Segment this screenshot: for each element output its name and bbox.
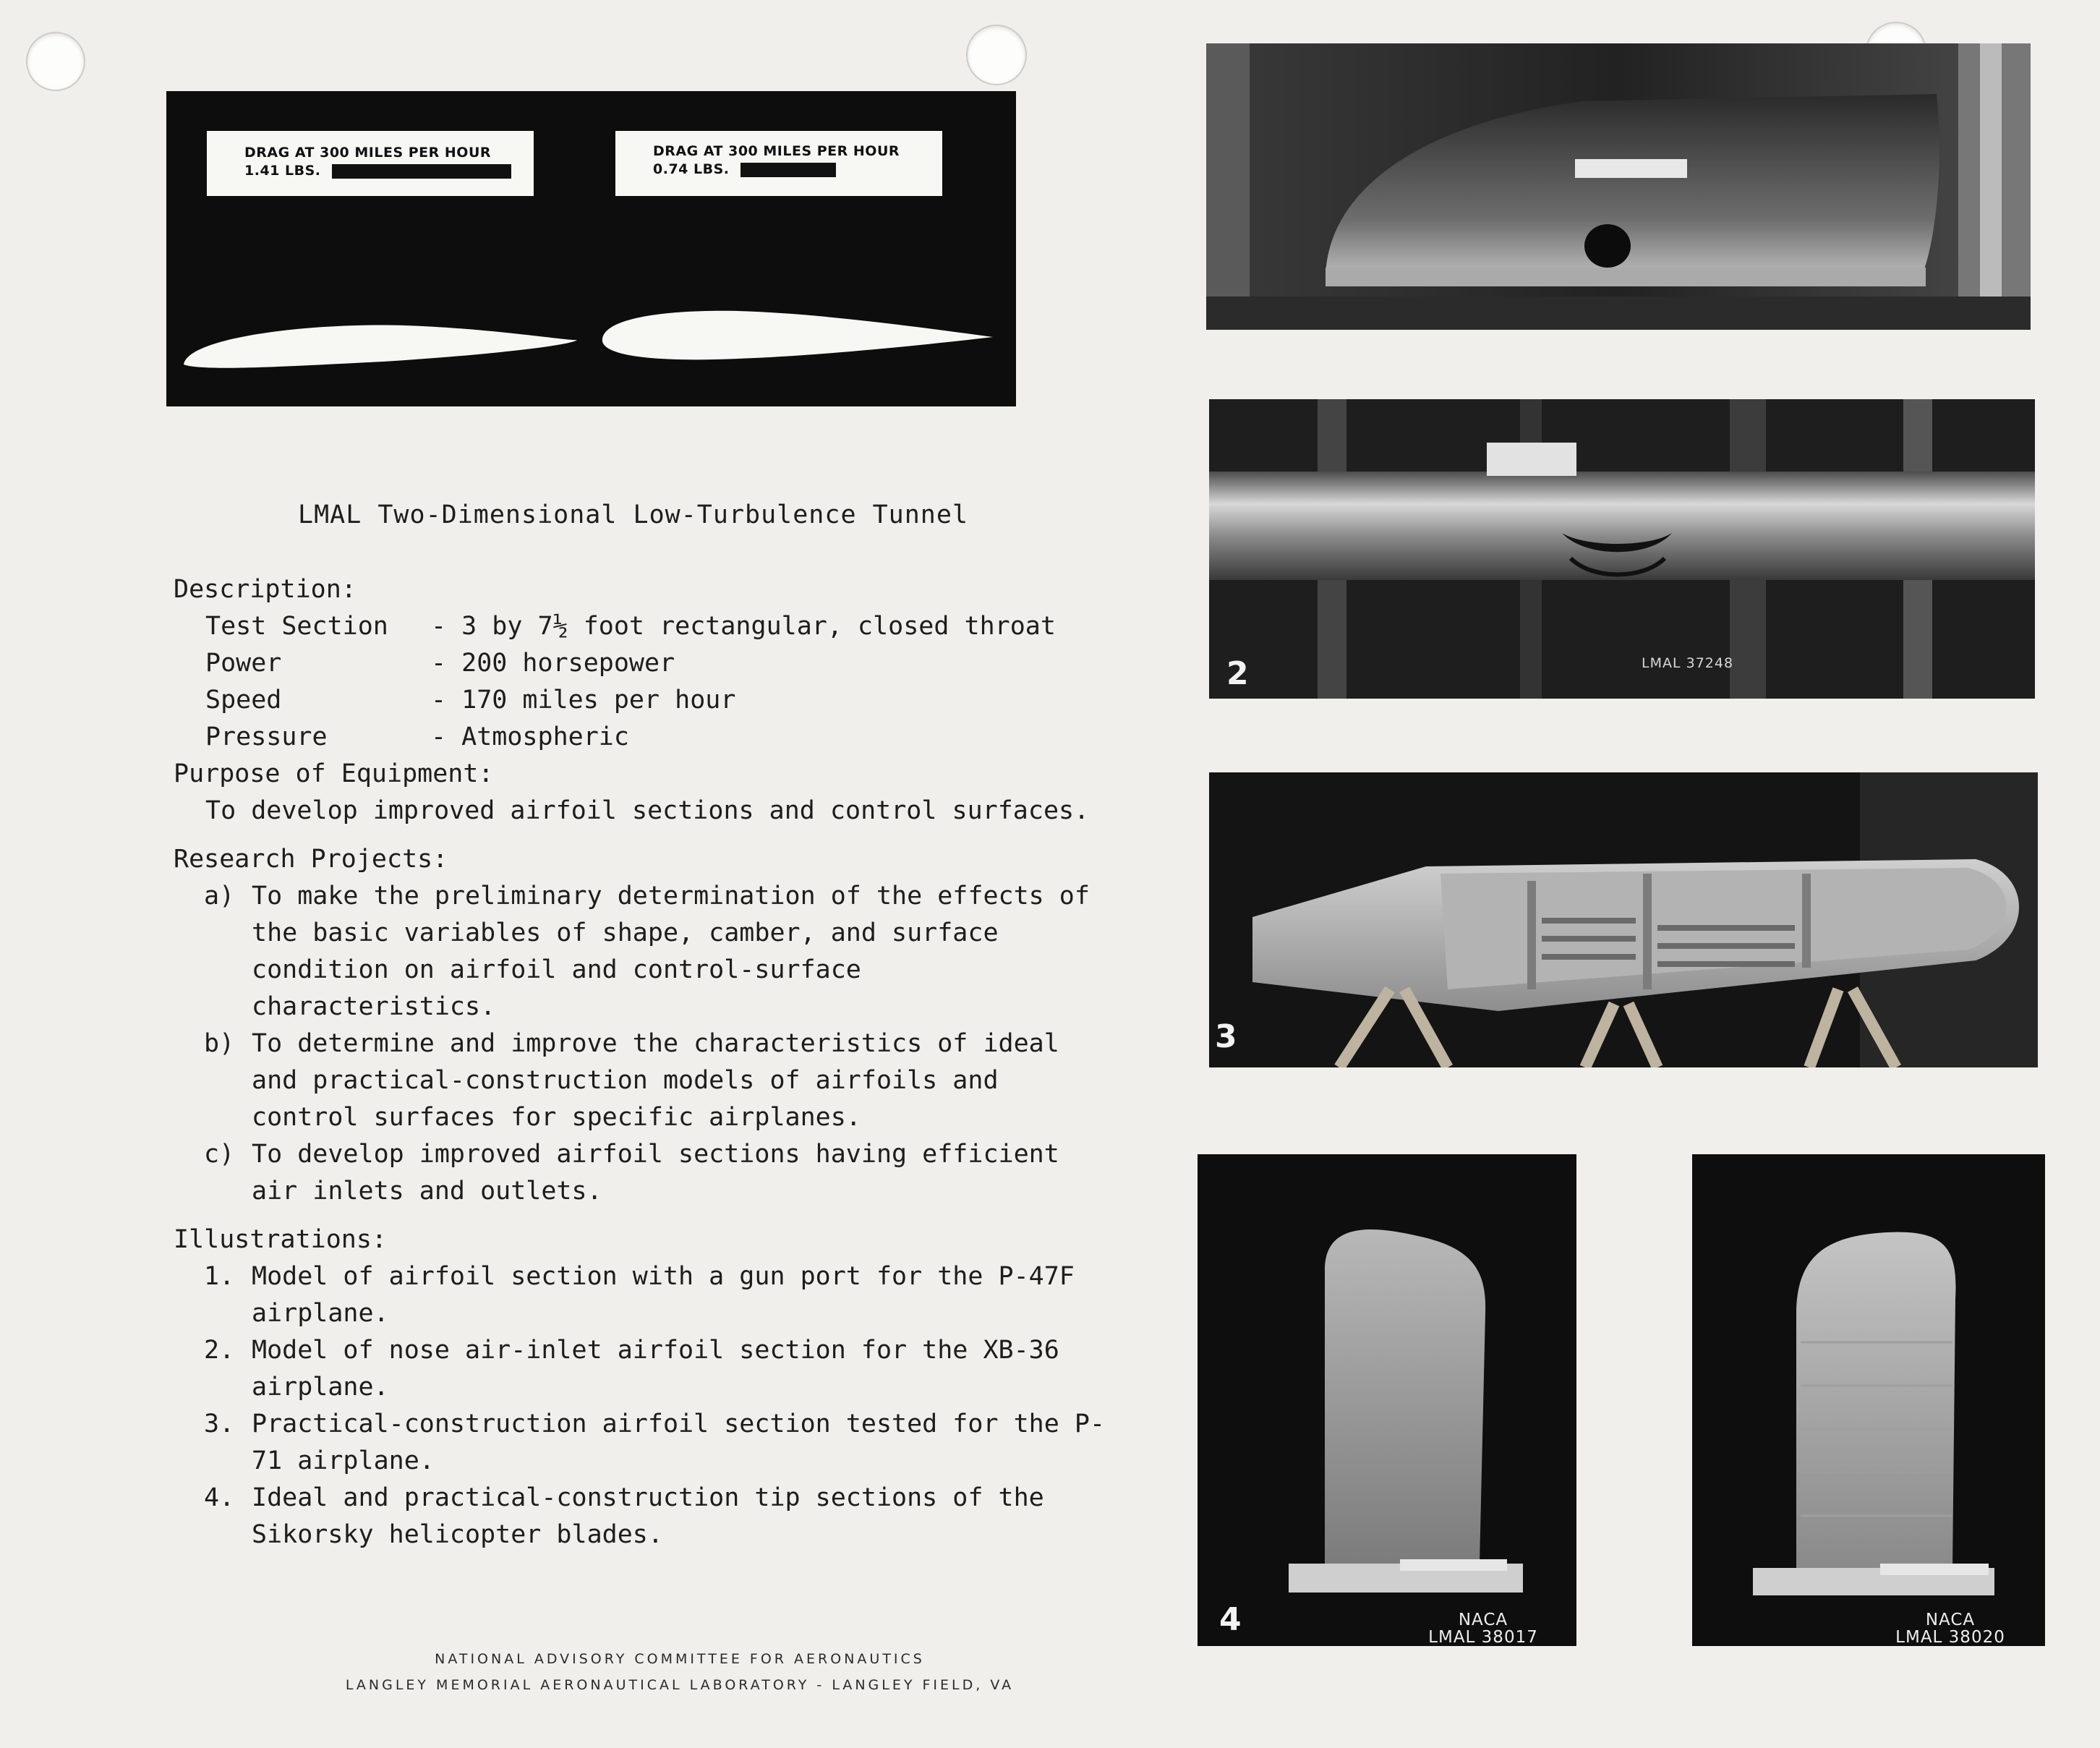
photo-3-number: 3 (1215, 1018, 1237, 1055)
research-heading: Research Projects: (174, 845, 448, 874)
photo-2-image (1209, 399, 2035, 699)
spec-label: Test Section (205, 612, 388, 641)
research-item (174, 878, 1164, 1026)
spec-label: Speed (205, 686, 282, 715)
list-marker: 1. (204, 1262, 235, 1291)
illustration-item (174, 1332, 1164, 1406)
footer-line-2: LANGLEY MEMORIAL AERONAUTICAL LABORATORY - LANGLEY FIELD, VA (345, 1677, 1015, 1693)
list-marker: 3. (204, 1410, 235, 1438)
spec-label: Pressure (205, 722, 328, 751)
photo-4b-caption (1882, 1611, 2019, 1646)
airfoil-profiles (166, 91, 1016, 406)
list-marker: c) (204, 1140, 235, 1169)
illustration-item (174, 1258, 1164, 1332)
drag-label-left-value: 1.41 LBS. (244, 163, 321, 179)
list-marker: b) (204, 1029, 235, 1058)
photo-3-image (1209, 772, 2038, 1067)
list-text: Practical-construction airfoil section tested for the P-71 airplane. (252, 1410, 1106, 1475)
footer-line-1: NATIONAL ADVISORY COMMITTEE FOR AERONAUTICS (435, 1651, 925, 1667)
photo-1-image (1206, 43, 2031, 330)
description-heading: Description: (174, 575, 357, 604)
research-item (174, 1136, 1164, 1210)
description-block (174, 571, 1164, 1553)
photo-4a-caption (1414, 1611, 1552, 1646)
photo-4a-code: LMAL 38017 (1428, 1628, 1538, 1646)
photo-2-code: LMAL 37248 (1642, 655, 1734, 671)
drag-comparison-panel (166, 91, 1016, 406)
airfoil-profile-left (184, 325, 577, 367)
purpose-heading: Purpose of Equipment: (174, 759, 494, 788)
photo-4a-naca: NACA (1458, 1611, 1508, 1629)
punch-hole-left (26, 32, 85, 91)
purpose-text: To develop improved airfoil sections and control surfaces. (205, 796, 1090, 825)
page-title: LMAL Two-Dimensional Low-Turbulence Tunnel (298, 500, 969, 529)
spec-row-test-section (174, 608, 1164, 645)
photo-4b-naca: NACA (1925, 1611, 1976, 1629)
photo-4a-image (1198, 1154, 1576, 1646)
photo-2-air-inlet-airfoil (1209, 399, 2035, 699)
illustration-item (174, 1480, 1164, 1553)
photo-4b-image (1692, 1154, 2045, 1646)
spec-row-pressure (174, 719, 1164, 756)
punch-hole-center (966, 25, 1027, 85)
photo-2-number: 2 (1226, 655, 1249, 692)
spec-row-power (174, 645, 1164, 682)
photo-4b-code: LMAL 38020 (1895, 1628, 2005, 1646)
illustration-item (174, 1406, 1164, 1480)
spec-row-speed (174, 682, 1164, 719)
research-item (174, 1026, 1164, 1136)
photo-1-gun-port-airfoil (1206, 43, 2031, 330)
list-text: Model of airfoil section with a gun port for the P-47F airplane. (252, 1262, 1075, 1328)
spec-value: - 3 by 7½ foot rectangular, closed throat (431, 612, 1056, 641)
spec-value: - 170 miles per hour (431, 686, 736, 715)
photo-4a-ideal-tip-section (1198, 1154, 1576, 1646)
drag-label-right-title: DRAG AT 300 MILES PER HOUR (653, 143, 900, 159)
illustrations-heading: Illustrations: (174, 1225, 388, 1254)
spec-label: Power (205, 649, 282, 678)
photo-4b-practical-tip-section (1692, 1154, 2045, 1646)
drag-label-right-value: 0.74 LBS. (653, 161, 730, 177)
list-text: To make the preliminary determination of the effects of the basic variables of shape, camber, and surface condition on airfoil and control-surface characteristics. (252, 882, 1090, 1021)
spec-value: - Atmospheric (431, 722, 629, 751)
list-text: To develop improved airfoil sections having efficient air inlets and outlets. (252, 1140, 1059, 1206)
spec-value: - 200 horsepower (431, 649, 675, 678)
photo-4-number: 4 (1219, 1601, 1242, 1638)
list-text: Model of nose air-inlet airfoil section for the XB-36 airplane. (252, 1336, 1059, 1402)
list-marker: 2. (204, 1336, 235, 1365)
airfoil-profile-right (602, 311, 993, 360)
list-marker: 4. (204, 1483, 235, 1512)
list-text: Ideal and practical-construction tip sections of the Sikorsky helicopter blades. (252, 1483, 1044, 1549)
list-text: To determine and improve the characteristics of ideal and practical-construction models of airfoils and control surfaces for specific airplanes. (252, 1029, 1059, 1132)
photo-3-practical-construction (1209, 772, 2038, 1067)
drag-label-left-title: DRAG AT 300 MILES PER HOUR (244, 145, 492, 161)
list-marker: a) (204, 882, 235, 911)
